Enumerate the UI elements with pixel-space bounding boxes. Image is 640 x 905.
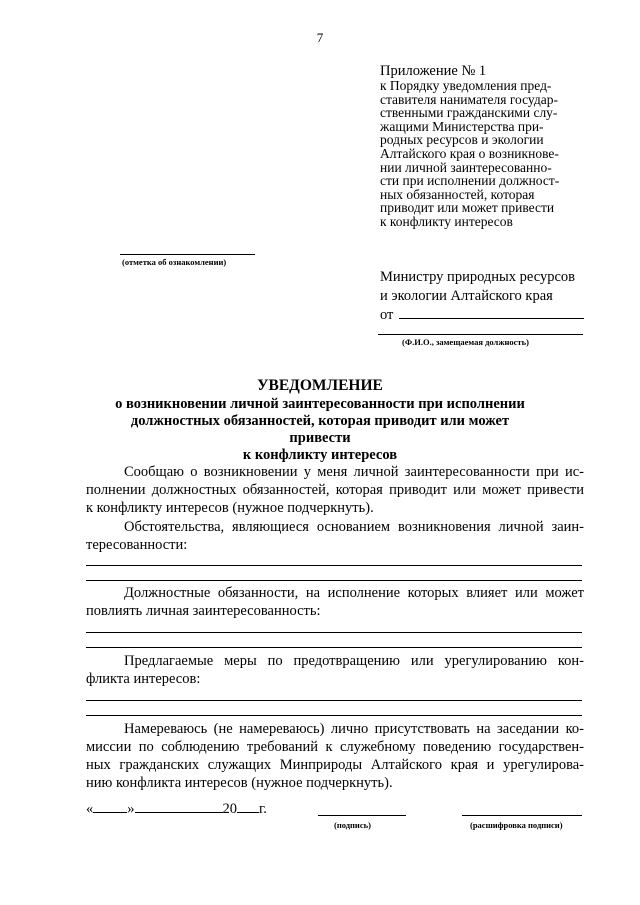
paragraph-line: фликта интересов: <box>86 671 201 687</box>
addressee-block <box>380 268 584 325</box>
date-year-suffix: г. <box>259 801 267 817</box>
from-row <box>380 306 584 325</box>
from-label: от <box>380 307 394 323</box>
date-day-line[interactable] <box>93 800 127 813</box>
page-number: 7 <box>316 30 324 45</box>
appendix-line: к Порядку уведомления пред- <box>380 78 552 93</box>
paragraph-circumstances <box>86 518 584 554</box>
paragraph-attendance <box>86 720 584 792</box>
signature-caption: (подпись) <box>334 820 371 830</box>
signature-transcript-line[interactable] <box>462 815 582 816</box>
fio-input-line[interactable] <box>378 334 583 335</box>
appendix-line: к конфликту интересов <box>380 213 513 229</box>
date-open-quote: « <box>86 801 94 817</box>
document-subtitle <box>100 396 540 464</box>
appendix-line: приводит или может привести <box>380 200 555 216</box>
paragraph-line: Обстоятельства, являющиеся основанием возникновения личной заин- <box>124 519 584 535</box>
paragraph-line: к конфликту интересов (нужное подчеркнуть). <box>86 500 374 516</box>
paragraph-line: тересованности: <box>86 537 188 553</box>
signature-transcript-caption: (расшифровка подписи) <box>470 820 563 830</box>
addressee-line1: Министру природных ресурсов <box>380 269 575 285</box>
date-close-quote: » <box>127 801 135 817</box>
date-month-line[interactable] <box>135 800 223 813</box>
appendix-line: жащими Министерства при- <box>380 118 544 134</box>
circumstances-input-line[interactable] <box>86 580 582 581</box>
fio-caption: (Ф.И.О., замещаемая должность) <box>402 337 529 347</box>
measures-input-line[interactable] <box>86 700 582 701</box>
acknowledgement-caption: (отметка об ознакомлении) <box>122 257 227 267</box>
paragraph-line: нию конфликта интересов (нужное подчеркнуть). <box>86 775 393 791</box>
paragraph-line: полнении должностных обязанностей, которая приводит или может привести <box>86 482 584 498</box>
paragraph-line: миссии по соблюдению требований к служебному поведению государствен- <box>86 739 584 755</box>
paragraph-line: ных гражданских служащих Минприроды Алтайского края и урегулирова- <box>86 757 584 773</box>
date-row <box>86 800 267 818</box>
subtitle-line: должностных обязанностей, которая приводит или может привести <box>130 413 510 446</box>
subtitle-line: о возникновении личной заинтересованности при исполнении <box>115 396 525 412</box>
paragraph-duties <box>86 584 584 620</box>
appendix-line: Алтайского края о возникнове- <box>380 145 559 161</box>
paragraph-notice <box>86 463 584 517</box>
appendix-line: ственными гражданскими слу- <box>380 105 558 121</box>
paragraph-measures <box>86 652 584 688</box>
paragraph-line: Должностные обязанности, на исполнение которых влияет или может <box>124 585 584 601</box>
date-year-prefix: 20 <box>222 801 237 817</box>
appendix-block <box>380 64 610 229</box>
appendix-line: ных обязанностей, которая <box>380 186 535 202</box>
appendix-line: родных ресурсов и экологии <box>380 132 544 148</box>
duties-input-line[interactable] <box>86 632 582 633</box>
measures-input-line[interactable] <box>86 715 582 716</box>
date-year-line[interactable] <box>237 800 259 813</box>
addressee-line2: и экологии Алтайского края <box>380 288 553 304</box>
appendix-title: Приложение № 1 <box>380 63 487 79</box>
paragraph-line: Предлагаемые меры по предотвращению или урегулированию кон- <box>124 653 584 669</box>
acknowledgement-line[interactable] <box>120 254 255 255</box>
appendix-line: сти при исполнении должност- <box>380 173 560 189</box>
signature-line[interactable] <box>318 815 406 816</box>
duties-input-line[interactable] <box>86 647 582 648</box>
from-input-line[interactable] <box>399 306 584 319</box>
subtitle-line: к конфликту интересов <box>242 447 398 463</box>
circumstances-input-line[interactable] <box>86 565 582 566</box>
appendix-line: ставителя нанимателя государ- <box>380 91 558 107</box>
paragraph-line: Сообщаю о возникновении у меня личной заинтересованности при ис- <box>124 464 584 480</box>
document-title: УВЕДОМЛЕНИЕ <box>257 377 383 394</box>
appendix-line: нии личной заинтересованно- <box>380 159 552 175</box>
paragraph-line: Намереваюсь (не намереваюсь) лично присутствовать на заседании ко- <box>124 721 584 737</box>
paragraph-line: повлиять личная заинтересованность: <box>86 603 321 619</box>
